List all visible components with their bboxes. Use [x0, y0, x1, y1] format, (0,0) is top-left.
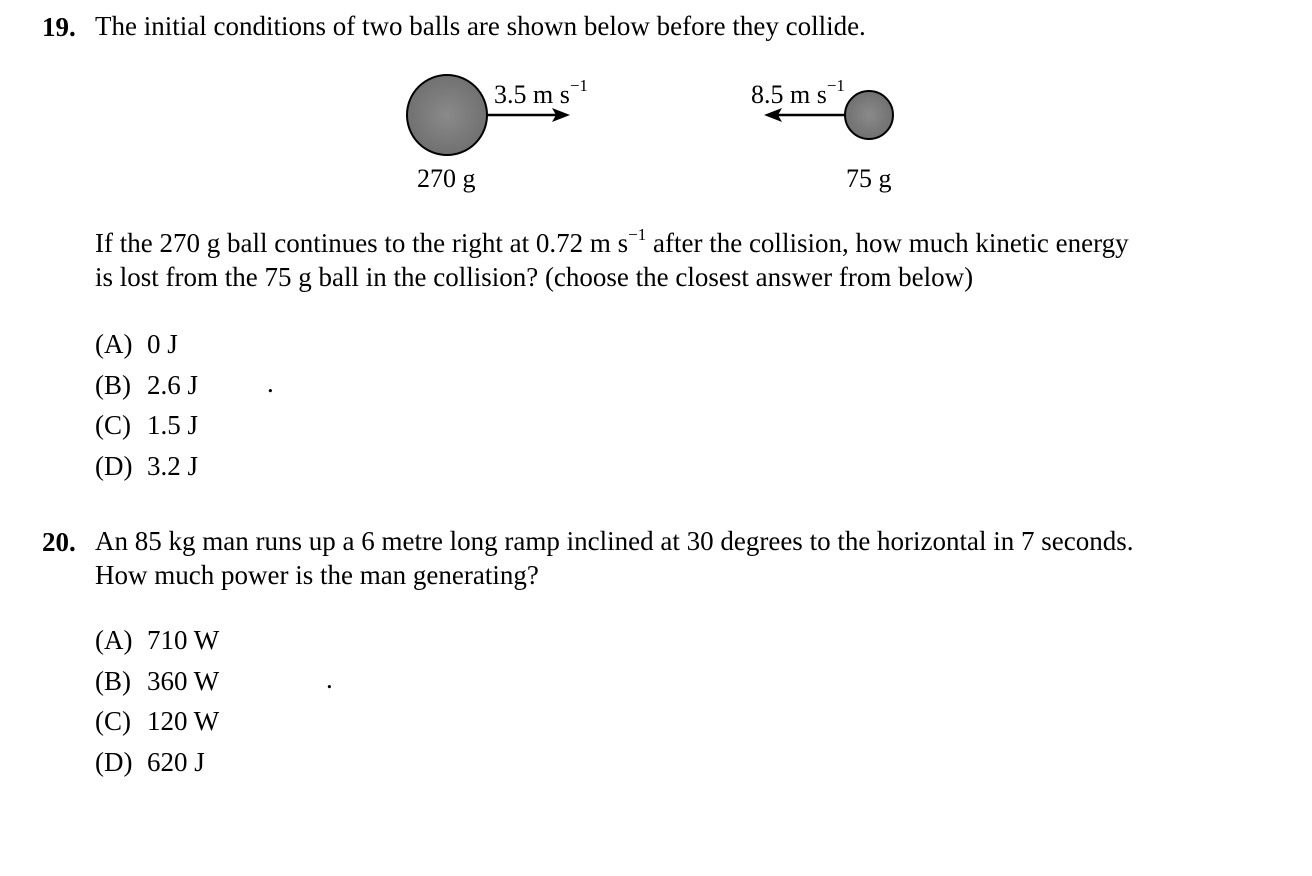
question-19-body-line1: If the 270 g ball continues to the right at 0.72 m $s^{-1}$ after the collision, how much kinetic energy [95, 225, 1129, 258]
option-label: (B) [95, 666, 131, 696]
arrow-right-icon [487, 108, 570, 122]
option-label: (C) [95, 706, 131, 736]
right-ball-mass-label: 75 g [846, 164, 892, 193]
option-label: (A) [95, 329, 133, 359]
arrow-left-icon [764, 108, 845, 122]
option-label: (B) [95, 370, 131, 400]
option-19-d[interactable] [95, 449, 198, 483]
question-20-line1: An 85 kg man runs up a 6 metre long ramp inclined at 30 degrees to the horizontal in 7 seconds. [95, 526, 1134, 556]
left-ball-mass-label: 270 g [417, 164, 476, 193]
question-19-stem: The initial conditions of two balls are shown below before they collide. [95, 11, 866, 41]
question-20-number: 20. [42, 527, 76, 557]
option-label: (C) [95, 410, 131, 440]
right-ball-speed-label: 8.5 m $s^{-1}$ [751, 76, 845, 109]
question-19-number: 19. [42, 12, 76, 42]
option-text: 710 W [147, 625, 220, 655]
question-20-line2: How much power is the man generating? [95, 560, 539, 590]
question-19-body-line2: is lost from the 75 g ball in the collision? (choose the closest answer from below) [95, 262, 974, 292]
stray-mark: . [326, 664, 333, 694]
option-text: 120 W [147, 706, 220, 736]
option-label: (D) [95, 747, 133, 777]
option-20-a[interactable] [95, 623, 219, 657]
option-label: (D) [95, 451, 133, 481]
large-ball-icon [407, 75, 487, 155]
option-text: 620 J [147, 747, 205, 777]
option-text: 1.5 J [147, 410, 199, 440]
option-20-d[interactable] [95, 745, 205, 779]
stray-mark: . [267, 368, 274, 398]
small-ball-icon [845, 91, 893, 139]
option-20-c[interactable] [95, 704, 219, 738]
option-text: 360 W [147, 666, 220, 696]
option-label: (A) [95, 625, 133, 655]
option-text: 0 J [147, 329, 178, 359]
option-19-c[interactable] [95, 408, 198, 442]
option-20-b[interactable] [95, 664, 219, 698]
option-19-a[interactable] [95, 327, 178, 361]
option-19-b[interactable] [95, 368, 198, 402]
left-ball-speed-label: 3.5 m $s^{-1}$ [494, 76, 588, 109]
option-text: 2.6 J [147, 370, 199, 400]
option-text: 3.2 J [147, 451, 199, 481]
